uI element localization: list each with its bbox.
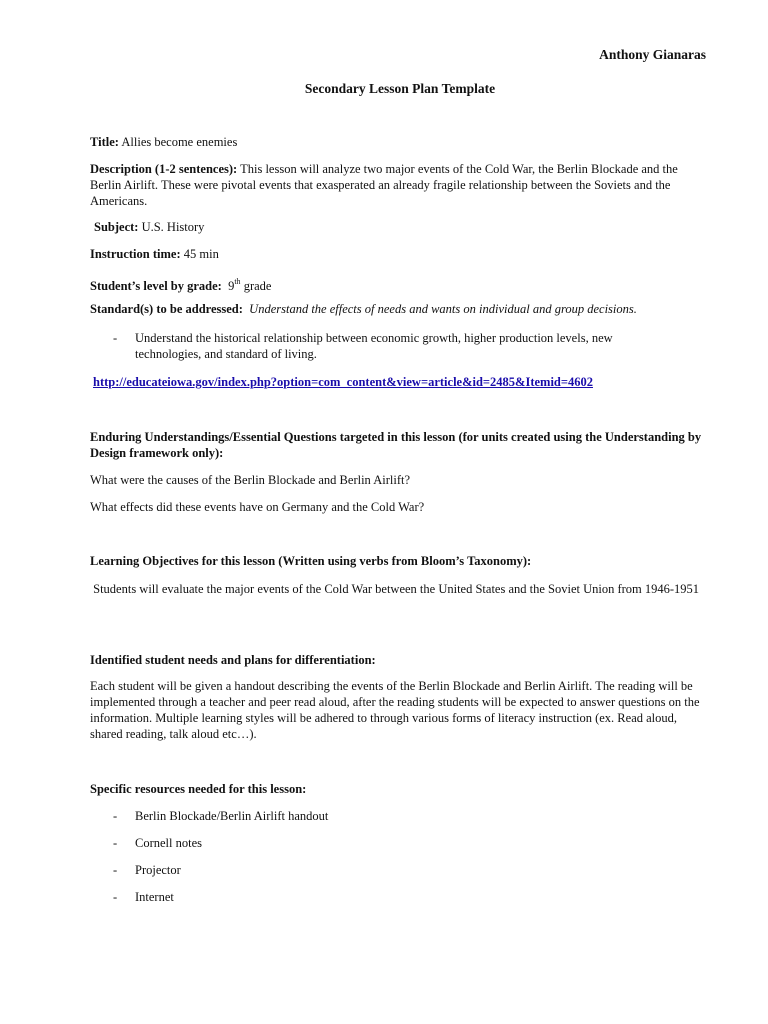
resource-link-line — [93, 374, 711, 390]
title-line — [90, 134, 708, 150]
instruction-time-label: Instruction time: — [90, 247, 181, 261]
resource-item-text: Internet — [135, 890, 174, 904]
subject-line — [94, 219, 712, 235]
document-page — [90, 0, 710, 1024]
objectives-heading: Learning Objectives for this lesson (Written using verbs from Bloom’s Taxonomy): — [90, 554, 532, 568]
subject-label: Subject: — [94, 220, 139, 234]
resource-link[interactable]: http://educateiowa.gov/index.php?option=com_content&view=article&id=2485&Itemid=4602 — [93, 375, 593, 389]
standards-label: Standard(s) to be addressed: — [90, 302, 243, 316]
resource-item-text: Berlin Blockade/Berlin Airlift handout — [135, 809, 329, 823]
title-value: Allies become enemies — [121, 135, 238, 149]
standards-bullet-text: Understand the historical relationship between economic growth, higher production levels, new technologies, and standard of living. — [135, 331, 613, 361]
author-name: Anthony Gianaras — [599, 47, 706, 62]
bullet-dash: - — [113, 890, 118, 904]
bullet-dash: - — [113, 331, 118, 345]
description-value: This lesson will analyze two major events of the Cold War, the Berlin Blockade and the Berlin Airlift. These were pivotal events that exasperated an already fragile relationship between the Soviets and the Americans. — [90, 162, 678, 208]
bullet-dash: - — [113, 863, 118, 877]
description-paragraph — [90, 161, 708, 209]
differentiation-text: Each student will be given a handout describing the events of the Berlin Blockade and Berlin Airlift. The reading will be implemented through a teacher and peer read aloud, after the reading students will be expected to answer questions on the information. Multiple learning styles will be adhered to through various forms of literacy instruction (ex. Read aloud, shared reading, talk aloud etc…). — [90, 679, 700, 741]
resource-item-text: Cornell notes — [135, 836, 203, 850]
bullet-dash: - — [113, 836, 118, 850]
objectives-text: Students will evaluate the major events of the Cold War between the United States and the Soviet Union from 1946-1951 — [90, 582, 700, 596]
standards-line — [90, 301, 708, 317]
standards-value: Understand the effects of needs and wants on individual and group decisions. — [249, 302, 637, 316]
title-label: Title: — [90, 135, 119, 149]
student-level-line — [90, 274, 708, 294]
differentiation-heading: Identified student needs and plans for differentiation: — [90, 653, 376, 667]
grade-suffix-sup: th — [234, 277, 241, 286]
grade-number: 9 — [228, 279, 235, 293]
student-level-label: Student’s level by grade: — [90, 279, 222, 293]
description-label: Description (1-2 sentences): — [90, 162, 238, 176]
enduring-question-1: What were the causes of the Berlin Blockade and Berlin Airlift? — [90, 473, 411, 487]
enduring-question-2: What effects did these events have on Germany and the Cold War? — [90, 500, 425, 514]
document-title: Secondary Lesson Plan Template — [304, 81, 496, 96]
enduring-heading: Enduring Understandings/Essential Questions targeted in this lesson (for units created using the Understanding by Design framework only): — [90, 430, 702, 460]
instruction-time-value: 45 min — [183, 247, 219, 261]
resource-item-text: Projector — [135, 863, 181, 877]
subject-value: U.S. History — [141, 220, 205, 234]
bullet-dash: - — [113, 809, 118, 823]
instruction-time-line — [90, 246, 708, 262]
resources-heading: Specific resources needed for this lesson: — [90, 782, 307, 796]
grade-word: grade — [243, 279, 272, 293]
